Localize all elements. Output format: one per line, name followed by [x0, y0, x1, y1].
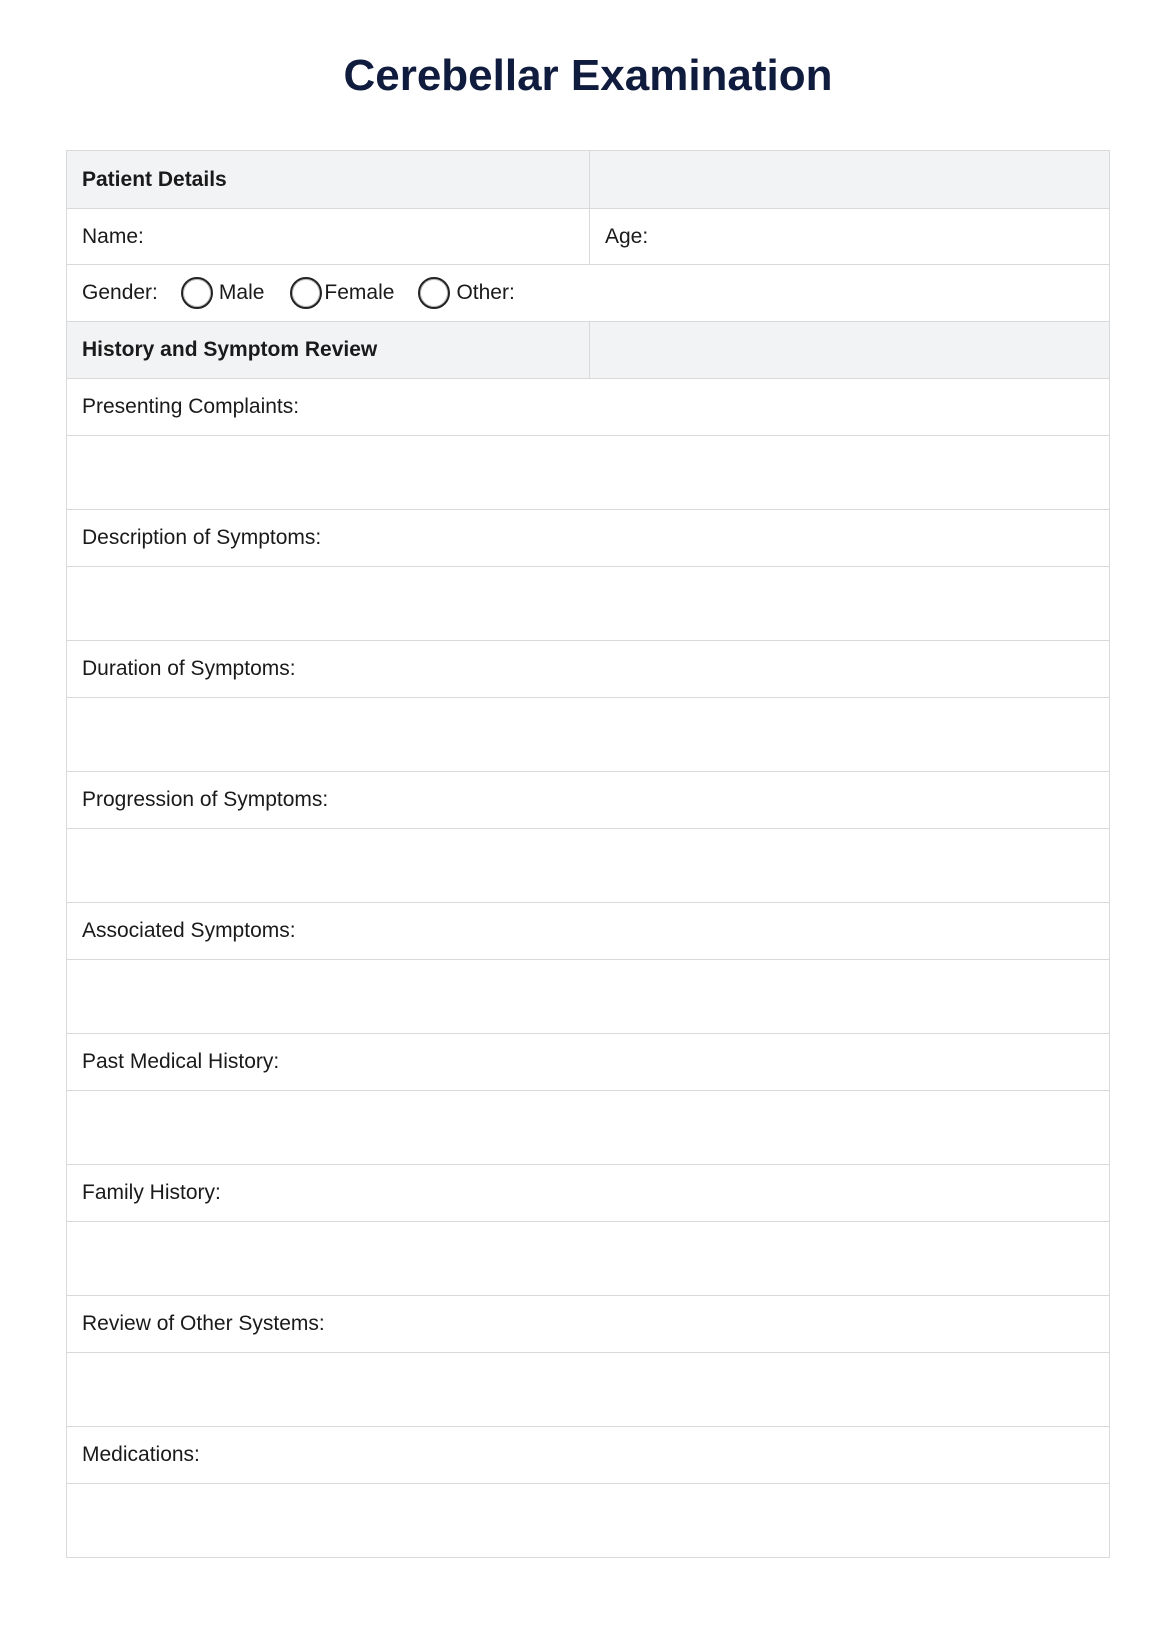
section-header-blank	[589, 151, 1109, 208]
gender-option-label: Other:	[456, 281, 515, 304]
examination-form	[66, 150, 1110, 1558]
gender-option-other[interactable]	[418, 277, 514, 309]
field-label-row	[67, 1034, 1109, 1091]
field-label: Presenting Complaints:	[82, 395, 300, 418]
gender-option-label: Male	[218, 281, 265, 304]
field-label: Past Medical History:	[82, 1050, 280, 1073]
gender-label: Gender:	[82, 281, 158, 304]
name-field[interactable]	[67, 209, 589, 264]
answer-area-duration-of-symptoms[interactable]	[67, 698, 1109, 772]
field-label-row	[67, 379, 1109, 436]
field-label-row	[67, 641, 1109, 698]
field-label-row	[67, 510, 1109, 567]
field-label: Review of Other Systems:	[82, 1312, 325, 1335]
age-label: Age:	[605, 224, 649, 248]
gender-row	[67, 265, 1109, 322]
section-header-history	[67, 322, 1109, 379]
field-label-row	[67, 1296, 1109, 1353]
field-label: Family History:	[82, 1181, 221, 1204]
answer-area-description-of-symptoms[interactable]	[67, 567, 1109, 641]
section-title: History and Symptom Review	[82, 338, 378, 361]
field-label-row	[67, 1165, 1109, 1222]
age-field[interactable]	[589, 209, 1109, 264]
section-header-blank	[589, 322, 1109, 378]
section-title: Patient Details	[82, 167, 227, 191]
radio-circle-icon[interactable]	[181, 277, 213, 309]
field-label-row	[67, 772, 1109, 829]
radio-circle-icon[interactable]	[418, 277, 450, 309]
gender-option-female[interactable]	[290, 277, 394, 309]
field-label-row	[67, 903, 1109, 960]
name-label: Name:	[82, 224, 144, 248]
answer-area-medications[interactable]	[67, 1484, 1109, 1558]
answer-area-family-history[interactable]	[67, 1222, 1109, 1296]
radio-circle-icon[interactable]	[290, 277, 322, 309]
field-label: Progression of Symptoms:	[82, 788, 329, 811]
page-title: Cerebellar Examination	[343, 51, 833, 100]
name-age-row	[67, 209, 1109, 265]
field-label: Associated Symptoms:	[82, 919, 296, 942]
answer-area-progression-of-symptoms[interactable]	[67, 829, 1109, 903]
field-label: Medications:	[82, 1443, 200, 1466]
gender-option-label: Female	[324, 281, 395, 304]
answer-area-past-medical-history[interactable]	[67, 1091, 1109, 1165]
answer-area-review-of-other-systems[interactable]	[67, 1353, 1109, 1427]
gender-option-male[interactable]	[181, 277, 265, 309]
field-label: Description of Symptoms:	[82, 526, 322, 549]
field-label-row	[67, 1427, 1109, 1484]
answer-area-presenting-complaints[interactable]	[67, 436, 1109, 510]
section-header-patient-details	[67, 151, 1109, 209]
field-label: Duration of Symptoms:	[82, 657, 296, 680]
answer-area-associated-symptoms[interactable]	[67, 960, 1109, 1034]
gender-field	[67, 265, 1109, 321]
